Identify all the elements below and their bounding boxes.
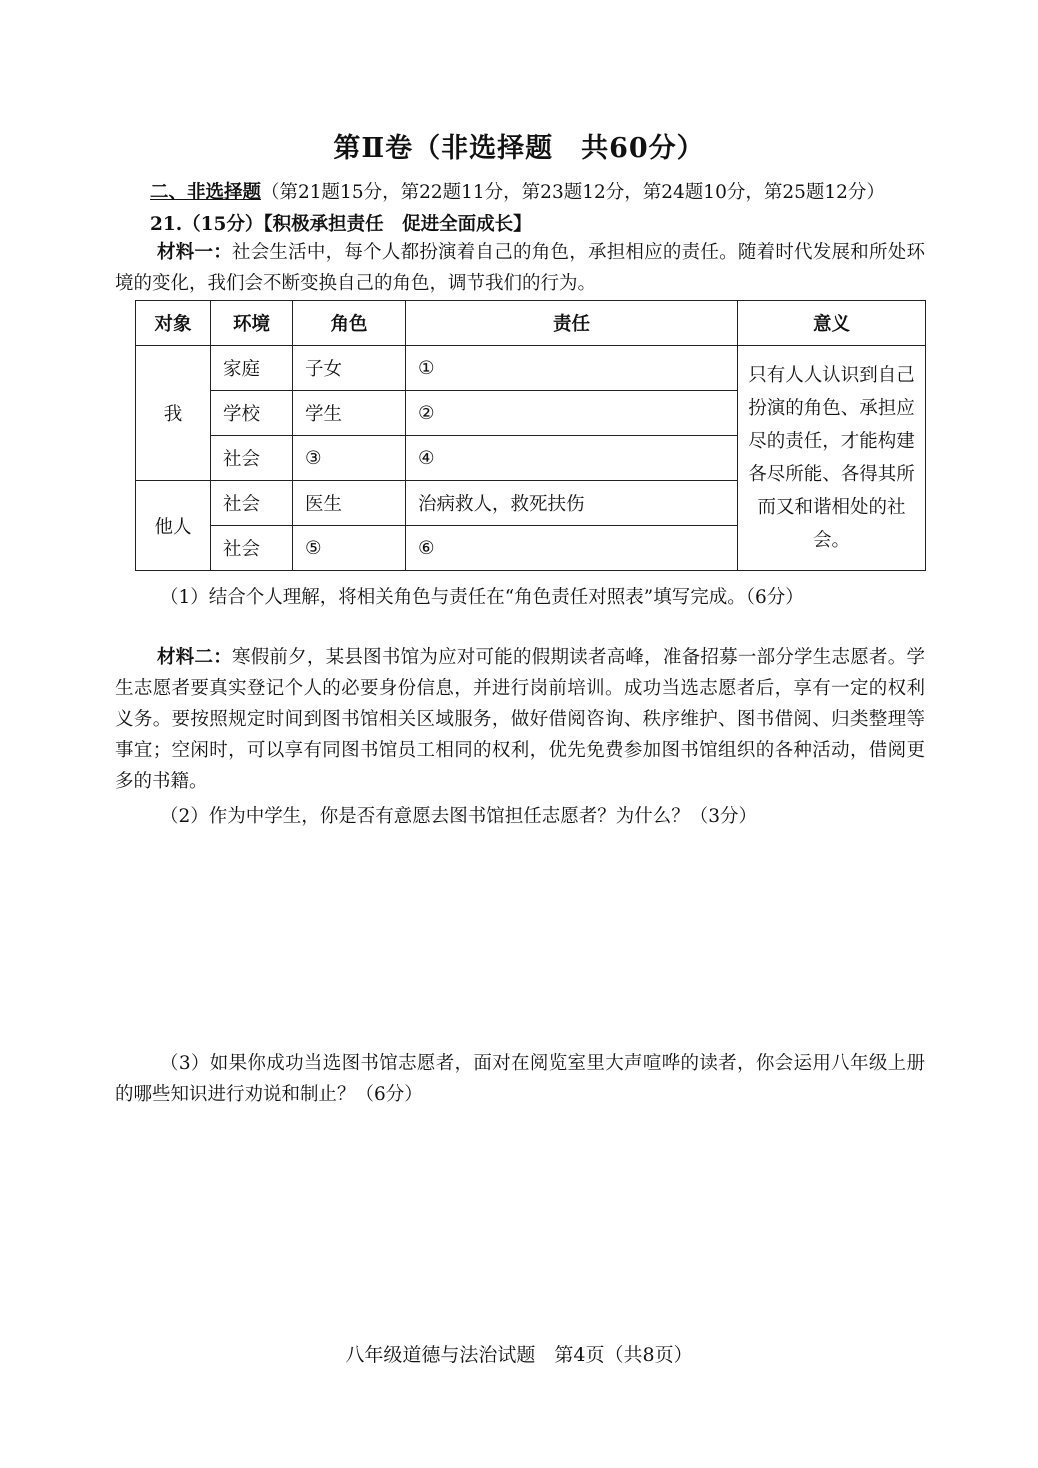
cell-role: ③ bbox=[293, 436, 406, 481]
cell-environment: 社会 bbox=[211, 526, 293, 571]
cell-role: 子女 bbox=[293, 346, 406, 391]
header-responsibility: 责任 bbox=[406, 301, 738, 346]
group-others: 他人 bbox=[136, 481, 211, 571]
cell-environment: 家庭 bbox=[211, 346, 293, 391]
page-title: 第Ⅱ卷（非选择题 共60分） bbox=[333, 133, 705, 164]
header-object: 对象 bbox=[136, 301, 211, 346]
table-row bbox=[136, 346, 926, 391]
header-role: 角色 bbox=[293, 301, 406, 346]
cell-environment: 学校 bbox=[211, 391, 293, 436]
group-me: 我 bbox=[136, 346, 211, 481]
header-environment: 环境 bbox=[211, 301, 293, 346]
material-two-text: 寒假前夕，某县图书馆为应对可能的假期读者高峰，准备招募一部分学生志愿者。学生志愿者要真实登记个人的必要身份信息，并进行岗前培训。成功当选志愿者后，享有一定的权利义务。要按照规定时间到图书馆相关区域服务，做好借阅咨询、秩序维护、图书借阅、归类整理等事宜；空闲时，可以享有同图书馆员工相同的权利，优先免费参加图书馆组织的各种活动，借阅更多的书籍。 bbox=[115, 647, 925, 792]
material-one bbox=[115, 237, 925, 299]
cell-responsibility: ① bbox=[406, 346, 738, 391]
question-21-heading: 21.（15分）【积极承担责任 促进全面成长】 bbox=[150, 214, 532, 235]
section-heading bbox=[150, 178, 885, 204]
cell-environment: 社会 bbox=[211, 481, 293, 526]
cell-responsibility: ② bbox=[406, 391, 738, 436]
section-label: 二、非选择题 bbox=[150, 182, 262, 203]
cell-responsibility: 治病救人，救死扶伤 bbox=[406, 481, 738, 526]
material-two-label: 材料二： bbox=[157, 647, 232, 668]
material-one-label: 材料一： bbox=[157, 242, 232, 263]
sub-question-1: （1）结合个人理解，将相关角色与责任在“角色责任对照表”填写完成。（6分） bbox=[160, 587, 804, 608]
material-one-text: 社会生活中，每个人都扮演着自己的角色，承担相应的责任。随着时代发展和所处环境的变化，我们会不断变换自己的角色，调节我们的行为。 bbox=[115, 242, 925, 294]
cell-responsibility: ④ bbox=[406, 436, 738, 481]
material-two bbox=[115, 642, 925, 797]
sub-question-3: （3）如果你成功当选图书馆志愿者，面对在阅览室里大声喧哗的读者，你会运用八年级上册的哪些知识进行劝说和制止？（6分） bbox=[115, 1053, 925, 1105]
header-meaning: 意义 bbox=[738, 301, 926, 346]
table-header-row bbox=[136, 301, 926, 346]
cell-responsibility: ⑥ bbox=[406, 526, 738, 571]
sub-question-2: （2）作为中学生，你是否有意愿去图书馆担任志愿者？为什么？（3分） bbox=[160, 806, 758, 827]
section-points: （第21题15分，第22题11分，第23题12分，第24题10分，第25题12分） bbox=[261, 182, 885, 203]
page-footer: 八年级道德与法治试题 第4页（共8页） bbox=[345, 1344, 693, 1366]
cell-environment: 社会 bbox=[211, 436, 293, 481]
cell-role: ⑤ bbox=[293, 526, 406, 571]
cell-meaning: 只有人人认识到自己扮演的角色、承担应尽的责任，才能构建各尽所能、各得其所而又和谐相处的社会。 bbox=[738, 346, 926, 571]
cell-role: 医生 bbox=[293, 481, 406, 526]
role-responsibility-table bbox=[135, 300, 926, 571]
cell-role: 学生 bbox=[293, 391, 406, 436]
